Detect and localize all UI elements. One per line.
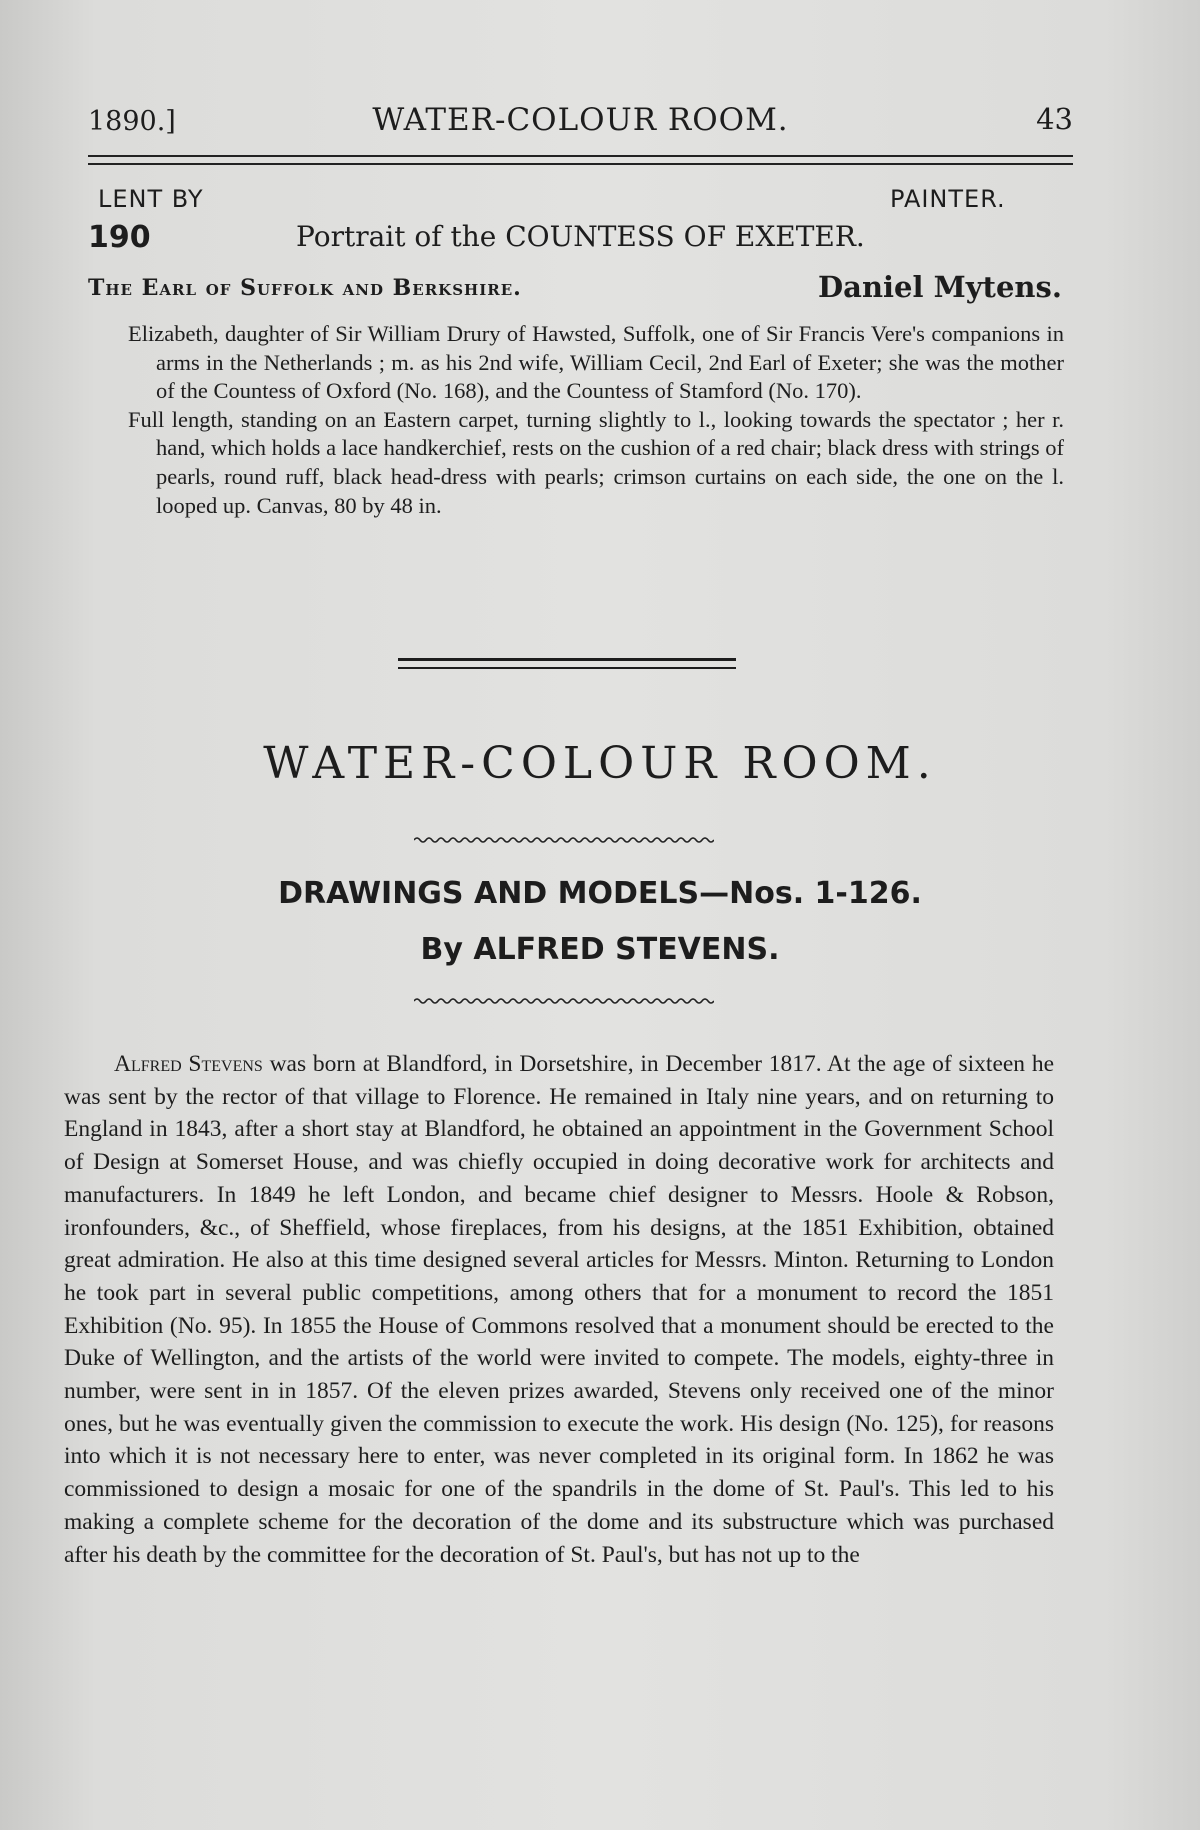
description-biography: Elizabeth, daughter of Sir William Drury of Hawsted, Suffolk, one of Sir Francis Vere's companions in arms in the Netherlands ; m. as his 2nd wife, William Cecil, 2nd Earl of Exeter; she was the mother of the Countess of Oxford (No. 168), and the Countess of Stamford (No. 170). — [128, 321, 1064, 404]
entry-number: 190 — [88, 220, 151, 255]
entry-lender: The Earl of Suffolk and Berkshire. — [88, 275, 522, 301]
ornamental-wavy-rule — [414, 836, 714, 844]
header-title: WATER-COLOUR ROOM. — [372, 102, 789, 138]
section-subtitle: DRAWINGS AND MODELS—Nos. 1-126. — [278, 876, 922, 911]
entry-description — [128, 320, 1064, 520]
header-year: 1890.] — [88, 106, 176, 137]
header-rule — [88, 155, 1073, 165]
page-number: 43 — [1036, 102, 1073, 136]
section-byline: By ALFRED STEVENS. — [420, 932, 780, 967]
painter-label: PAINTER. — [890, 185, 1006, 213]
biography-paragraph — [64, 1048, 1054, 1571]
section-title: WATER-COLOUR ROOM. — [263, 738, 937, 789]
ornamental-wavy-rule-lower — [414, 997, 714, 1005]
running-header — [88, 100, 1073, 150]
entry-title: Portrait of the COUNTESS OF EXETER. — [296, 220, 865, 253]
biography-lead: Alfred Stevens — [114, 1051, 263, 1077]
entry-painter: Daniel Mytens. — [818, 270, 1062, 304]
section-divider — [398, 658, 736, 669]
biography-text: was born at Blandford, in Dorsetshire, in December 1817. At the age of sixteen he was sent by the rector of that village to Florence. He remained in Italy nine years, and on returning to England in 1843, after a short stay at Blandford, he obtained an appointment in the Government School of Design at Somerset House, and was chiefly occupied in doing decorative work for architects and manufacturers. In 1849 he left London, and became chief designer to Messrs. Hoole & Robson, ironfounders, &c., of Sheffield, whose fireplaces, from his designs, at the 1851 Exhibition, obtained great admiration. He also at this time designed several articles for Messrs. Minton. Returning to London he took part in several public competitions, among others that for a monument to record the 1851 Exhibition (No. 95). In 1855 the House of Commons resolved that a monument should be erected to the Duke of Wellington, and the artists of the world were invited to compete. The models, eighty-three in number, were sent in in 1857. Of the eleven prizes awarded, Stevens only received one of the minor ones, but he was eventually given the commission to execute the work. His design (No. 125), for reasons into which it is not necessary here to enter, was never completed in its original form. In 1862 he was commissioned to design a mosaic for one of the spandrils in the dome of St. Paul's. This led to his making a complete scheme for the decoration of the dome and its substructure which was purchased after his death by the committee for the decoration of St. Paul's, but has not up to the — [64, 1051, 1054, 1568]
lent-by-label: LENT BY — [98, 185, 204, 213]
description-painting: Full length, standing on an Eastern carpet, turning slightly to l., looking towards the spectator ; her r. hand, which holds a lace handkerchief, rests on the cushion of a red chair; black dress with strings of pearls, round ruff, black head-dress with pearls; crimson curtains on each side, the one on the l. looped up. Canvas, 80 by 48 in. — [128, 406, 1064, 518]
